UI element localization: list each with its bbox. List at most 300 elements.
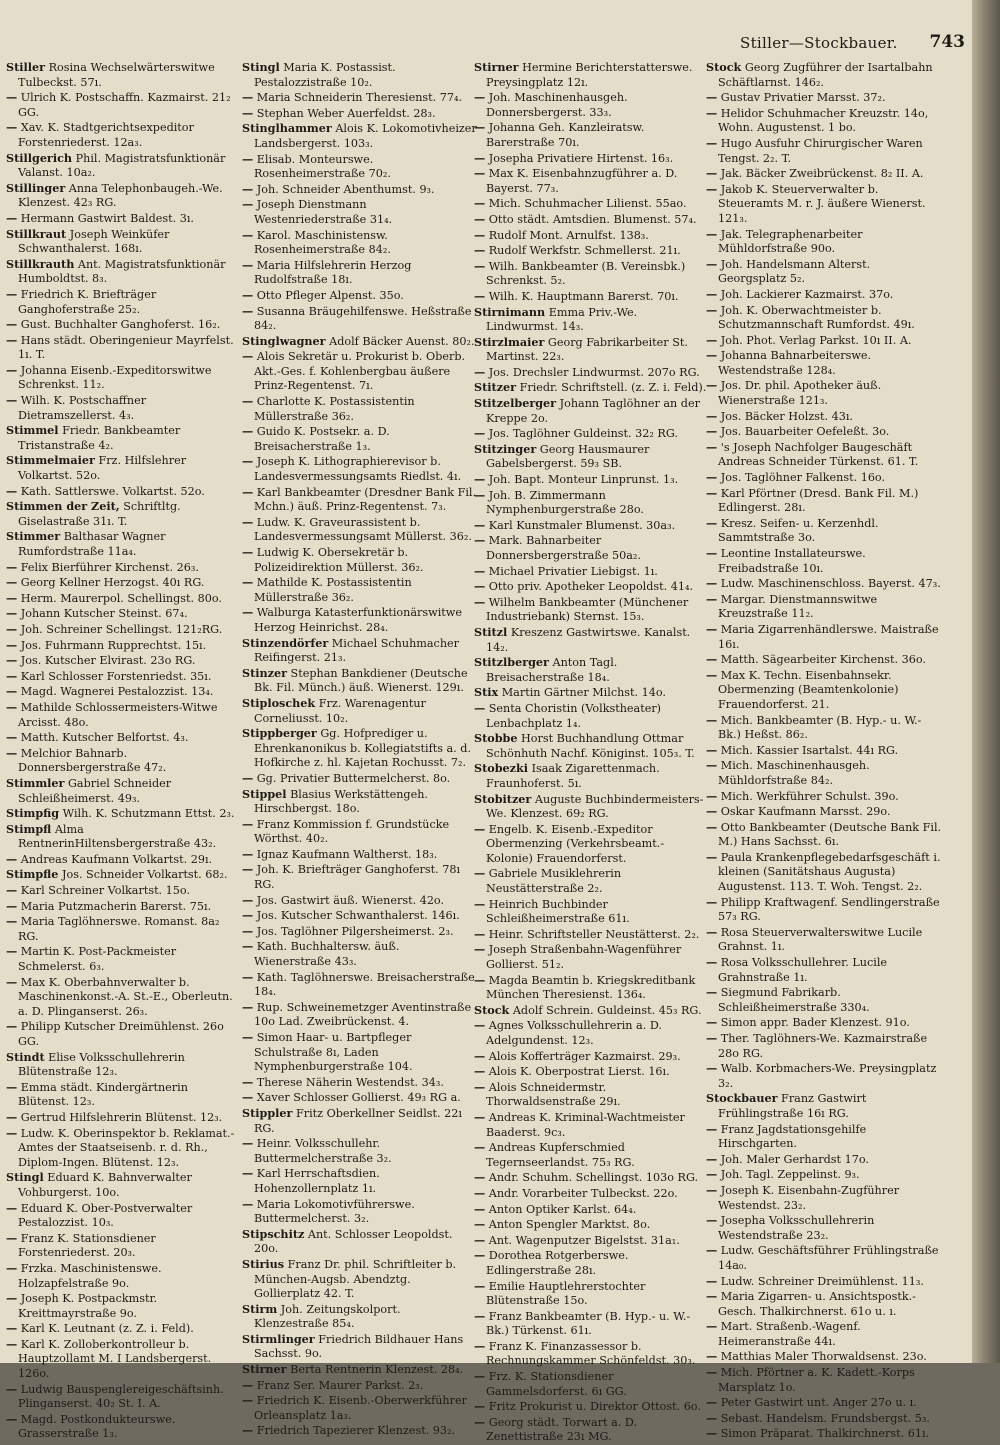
directory-entry — [6, 1261, 242, 1291]
entry-text: Joseph Weinküfer Schwanthalerst. 168ı. — [18, 227, 170, 256]
directory-entry — [706, 90, 942, 106]
entry-headword: — — [6, 1230, 18, 1245]
entry-text: Johanna Geh. Kanzleiratsw. Barerstraße 70ı. — [485, 121, 645, 149]
entry-text: Isaak Zigarettenmach. Fraunhoferst. 5ı. — [486, 762, 660, 790]
entry-text: Philipp Kraftwagenf. Sendlingerstraße 57₃ RG. — [717, 895, 940, 924]
directory-entry — [706, 546, 942, 576]
directory-entry — [474, 579, 710, 595]
directory-entry — [706, 820, 942, 850]
entry-text: Frz. Warenagentur Corneliusst. 10₂. — [254, 696, 426, 725]
entry-headword: — — [6, 1411, 18, 1426]
directory-entry — [706, 925, 942, 955]
directory-entry — [706, 136, 942, 166]
entry-headword: — — [706, 348, 718, 363]
directory-entry — [706, 486, 942, 516]
directory-entry — [242, 228, 478, 258]
entry-headword: — — [474, 166, 486, 181]
directory-entry — [6, 822, 242, 852]
directory-entry — [242, 1090, 478, 1106]
entry-text: Joh. B. Zimmermann Nymphenburgerstraße 28o. — [485, 488, 644, 517]
directory-entry — [6, 1231, 242, 1261]
entry-headword: — — [474, 1201, 486, 1216]
entry-text: Johanna Bahnarbeiterswe. Westendstraße 128₄. — [717, 349, 872, 377]
directory-entry — [706, 470, 942, 486]
entry-text: Joh. Bapt. Monteur Linprunst. 1₃. — [485, 473, 679, 487]
directory-entry — [6, 622, 242, 638]
entry-text: Otto Pfleger Alpenst. 35o. — [253, 288, 404, 302]
entry-headword: Stinglhammer — [242, 121, 332, 136]
directory-entry — [242, 60, 478, 90]
entry-text: Ant. Wagenputzer Bigelstst. 31a₁. — [485, 1233, 680, 1247]
entry-headword: — — [242, 545, 254, 559]
entry-text: Joseph K. Lithographierevisor b. Landesvermessungsamts Riedlst. 4ı. — [253, 455, 462, 484]
entry-headword: — — [6, 1260, 18, 1275]
entry-text: Anton Tagl. Breisacherstraße 18₄. — [486, 656, 618, 684]
entry-headword: — — [242, 1136, 254, 1151]
entry-headword: — — [706, 332, 718, 347]
directory-entry — [706, 1274, 942, 1290]
entry-text: Simon appr. Bader Klenzest. 91o. — [717, 1016, 910, 1030]
directory-entry — [474, 305, 710, 335]
entry-text: Jos. Taglöhner Pilgersheimerst. 2₃. — [253, 924, 454, 938]
entry-text: Guido K. Postsekr. a. D. Breisacherstraße 1₃. — [253, 425, 390, 453]
entry-text: Ant. Magistratsfunktionär Humboldtst. 8₃. — [18, 257, 226, 286]
directory-entry — [706, 1365, 942, 1395]
directory-entry — [474, 196, 710, 212]
entry-text: Joh. Maschinenhausgeh. Donnersbergerst. 33₃. — [485, 91, 628, 119]
directory-entry — [706, 985, 942, 1015]
entry-headword: — — [242, 151, 254, 166]
entry-headword: Stitzer — [474, 380, 517, 395]
entry-text: Elise Volksschullehrerin Blütenstraße 12₃. — [18, 1050, 185, 1079]
entry-headword: — — [474, 1278, 486, 1293]
directory-entry — [706, 303, 942, 333]
entry-text: Rosa Steuerverwalterswitwe Lucile Grahnst. 1ı. — [717, 925, 923, 954]
directory-entry — [474, 1309, 710, 1339]
entry-text: Alois K. Oberpostrat Lierst. 16ı. — [485, 1065, 670, 1079]
entry-text: Joh. Schreiner Schellingst. 121₂RG. — [17, 622, 223, 636]
entry-headword: — — [242, 105, 254, 120]
directory-entry — [242, 152, 478, 182]
directory-entry — [6, 746, 242, 776]
entry-headword: — — [474, 942, 486, 957]
entry-headword: — — [706, 439, 718, 454]
entry-text: Joh. Handelsmann Alterst. Georgsplatz 5₂. — [717, 257, 871, 286]
directory-entry — [474, 625, 710, 655]
entry-headword: — — [242, 287, 254, 302]
entry-text: Karl K. Zolloberkontrolleur b. Hauptzollamt M. I Landsbergerst. 126o. — [17, 1337, 212, 1381]
entry-text: Jos. Dr. phil. Apotheker äuß. Wienerstraße 121₃. — [717, 379, 882, 408]
entry-text: Max K. Oberbahnverwalter b. Maschinenkonst.-A. St.-E., Oberleutn. a. D. Plinganserst. 26₃. — [17, 975, 233, 1018]
directory-entry — [242, 1332, 478, 1362]
entry-text: Michael Schuhmacher Reifingerst. 21₃. — [254, 636, 459, 665]
directory-entry — [474, 1202, 710, 1218]
directory-entry — [474, 472, 710, 488]
entry-headword: — — [474, 533, 486, 548]
entry-headword: — — [242, 1074, 254, 1089]
directory-entry — [474, 1279, 710, 1309]
directory-entry — [6, 499, 242, 529]
directory-entry — [706, 713, 942, 743]
entry-text: Charlotte K. Postassistentin Müllerstraße 36₂. — [253, 395, 415, 423]
entry-headword: — — [474, 1338, 486, 1353]
entry-text: Otto städt. Amtsdien. Blumenst. 57₄. — [485, 212, 697, 226]
entry-headword: — — [706, 758, 718, 773]
entry-headword: — — [6, 699, 18, 714]
directory-entry — [6, 638, 242, 654]
entry-headword: — — [6, 393, 18, 408]
directory-entry — [6, 1019, 242, 1049]
entry-text: Karl Pförtner (Dresd. Bank Fil. M.) Edlingerst. 28ı. — [717, 486, 919, 515]
directory-entry — [474, 426, 710, 442]
entry-headword: Stindt — [6, 1049, 45, 1064]
directory-entry — [6, 333, 242, 363]
entry-text: Jos. Kutscher Schwanthalerst. 146ı. — [253, 909, 460, 923]
entry-text: Jos. Kutscher Elvirast. 23o RG. — [17, 654, 196, 668]
entry-headword: — — [474, 972, 486, 987]
entry-headword: Stimmel — [6, 423, 59, 438]
directory-entry — [6, 1050, 242, 1080]
entry-headword: — — [474, 1048, 486, 1063]
entry-text: Berta Rentnerin Klenzest. 28₄. — [286, 1363, 464, 1377]
entry-text: Mich. Schuhmacher Lilienst. 55ao. — [485, 197, 687, 211]
directory-entry — [6, 776, 242, 806]
entry-headword: — — [706, 1426, 718, 1441]
entry-text: Georg Zugführer der Isartalbahn Schäftlarnst. 146₂. — [718, 61, 933, 89]
entry-text: Fritz Prokurist u. Direktor Ottost. 6o. — [485, 1400, 701, 1414]
directory-entry — [706, 622, 942, 652]
directory-entry — [242, 1393, 478, 1423]
entry-text: Adolf Schrein. Guldeinst. 45₃ RG. — [509, 1003, 702, 1017]
entry-headword: Stillkraut — [6, 226, 67, 241]
entry-text: Hans städt. Oberingenieur Mayrfelst. 1ı. T. — [17, 333, 234, 362]
entry-headword: — — [474, 1308, 486, 1323]
entry-text: Agnes Volksschullehrerin a. D. Adelgundenst. 12₃. — [485, 1019, 662, 1047]
directory-entry — [242, 924, 478, 940]
entry-headword: Stimpfl — [6, 821, 52, 836]
entry-headword: — — [706, 667, 718, 682]
directory-entry — [474, 1248, 710, 1278]
entry-text: Karol. Maschinistensw. Rosenheimerstraße 84₂. — [253, 228, 391, 257]
directory-entry — [242, 424, 478, 454]
entry-headword: — — [474, 120, 486, 135]
entry-headword: — — [242, 227, 254, 242]
entry-text: Maria Taglöhnerswe. Romanst. 8a₂ RG. — [17, 915, 220, 943]
directory-entry — [474, 380, 710, 396]
entry-text: Schriftltg. Giselastraße 31ı. T. — [18, 500, 181, 528]
entry-headword: Stimmer — [6, 529, 61, 544]
entry-headword: Stinzendörfer — [242, 635, 329, 650]
entry-headword: — — [706, 788, 718, 803]
entry-text: Jos. Taglöhner Falkenst. 16o. — [717, 471, 886, 485]
entry-headword: Stillgerich — [6, 150, 73, 165]
directory-entry — [474, 564, 710, 580]
entry-text: Walburga Katasterfunktionärswitwe Herzog Heinrichst. 28₄. — [253, 606, 462, 634]
directory-entry — [242, 1106, 478, 1136]
directory-entry — [6, 1412, 242, 1442]
directory-entry — [6, 1382, 242, 1412]
directory-entry — [6, 151, 242, 181]
entry-headword: Stiller — [6, 60, 46, 74]
entry-text: Georg Hausmaurer Gabelsbergerst. 59₃ SB. — [486, 442, 650, 471]
entry-text: Mich. Maschinenhausgeh. Mühldorfstraße 84₂. — [717, 759, 870, 787]
entry-text: Therese Näherin Westendst. 34₃. — [253, 1075, 444, 1089]
entry-headword: Stock — [706, 60, 742, 74]
directory-entry — [474, 792, 710, 822]
entry-text: Mich. Bankbeamter (B. Hyp.- u. W.-Bk.) Heßst. 86₂. — [717, 713, 922, 742]
directory-entry — [474, 1186, 710, 1202]
directory-entry — [242, 605, 478, 635]
entry-text: Joh. K. Oberwachtmeister b. Schutzmannschaft Rumfordst. 49ı. — [717, 303, 915, 332]
entry-text: Anton Spengler Marktst. 8o. — [485, 1218, 651, 1232]
entry-text: Max K. Eisenbahnzugführer a. D. Bayerst. 77₃. — [485, 167, 678, 195]
entry-text: Kreszenz Gastwirtswe. Kanalst. 14₂. — [486, 625, 691, 654]
entry-text: Joseph K. Postpackmstr. Kreittmayrstraße 9o. — [17, 1292, 158, 1320]
entry-headword: — — [6, 1336, 18, 1351]
directory-entry — [6, 529, 242, 559]
directory-entry — [6, 575, 242, 591]
column-1 — [6, 60, 242, 1441]
entry-headword: — — [706, 1349, 718, 1364]
entry-headword: — — [6, 332, 18, 347]
entry-text: Matth. Sägearbeiter Kirchenst. 36o. — [717, 653, 926, 667]
column-4 — [706, 60, 942, 1441]
directory-entry — [706, 440, 942, 470]
directory-entry — [474, 151, 710, 167]
directory-entry — [6, 1170, 242, 1200]
entry-text: Margar. Dienstmannswitwe Kreuzstraße 11₂. — [717, 592, 878, 621]
entry-text: Stephan Weber Auerfeldst. 28₃. — [253, 106, 436, 120]
directory-entry — [706, 1015, 942, 1031]
entry-text: Michael Privatier Liebigst. 1ı. — [485, 564, 658, 578]
directory-entry — [242, 1166, 478, 1196]
entry-headword: — — [6, 637, 18, 652]
directory-entry — [6, 1126, 242, 1171]
directory-entry — [706, 758, 942, 788]
entry-headword: — — [6, 1381, 18, 1396]
entry-text: Franz Bankbeamter (B. Hyp.- u. W.-Bk.) Türkenst. 61ı. — [485, 1309, 691, 1338]
entry-headword: — — [706, 819, 718, 834]
directory-entry — [474, 365, 710, 381]
entry-text: Rosa Volksschullehrer. Lucile Grahnstraße 1ı. — [717, 956, 888, 984]
entry-text: Friedrich Bildhauer Hans Sachsst. 9o. — [254, 1332, 464, 1361]
directory-entry — [474, 259, 710, 289]
directory-entry — [474, 973, 710, 1003]
entry-headword: — — [706, 302, 718, 317]
entry-headword: — — [474, 866, 486, 881]
entry-headword: — — [706, 1365, 718, 1380]
entry-text: Adolf Bäcker Auenst. 80₂. — [325, 334, 475, 348]
directory-entry — [706, 106, 942, 136]
directory-entry — [474, 1369, 710, 1399]
entry-text: Magd. Wagnerei Pestalozzist. 13₄. — [17, 685, 214, 699]
entry-text: Xav. K. Stadtgerichtsexpeditor Forstenriederst. 12a₃. — [17, 121, 194, 149]
book-spine — [972, 0, 1000, 1363]
entry-text: Jakob K. Steuerverwalter b. Steueramts M. r. J. äußere Wienerst. 121₃. — [717, 182, 926, 225]
directory-entry — [242, 182, 478, 198]
entry-headword: — — [706, 652, 718, 667]
directory-entry — [242, 90, 478, 106]
directory-entry — [474, 488, 710, 518]
entry-headword: — — [706, 135, 718, 150]
entry-text: Frz. K. Stationsdiener Gammelsdorferst. 6ı GG. — [485, 1370, 627, 1398]
entry-headword: — — [242, 862, 254, 877]
entry-text: Emilie Hauptlehrerstochter Blütenstraße 15o. — [485, 1279, 646, 1308]
entry-text: Gabriel Schneider Schleißheimerst. 49₃. — [18, 776, 172, 805]
entry-headword: Stimmler — [6, 775, 65, 790]
entry-headword: — — [242, 999, 254, 1014]
entry-text: Mart. Straßenb.-Wagenf. Heimeranstraße 44ı. — [717, 1320, 861, 1348]
directory-entry — [242, 939, 478, 969]
entry-text: Frzka. Maschinistenswe. Holzapfelstraße 9o. — [17, 1261, 162, 1290]
directory-entry — [474, 1217, 710, 1233]
directory-entry — [6, 90, 242, 120]
entry-headword: — — [474, 1018, 486, 1033]
entry-text: Franz K. Finanzassessor b. Rechnungskammer Schönfeldst. 30₃. — [485, 1339, 696, 1368]
directory-entry — [242, 1378, 478, 1394]
entry-headword: Stockbauer — [706, 1091, 778, 1106]
directory-entry — [6, 944, 242, 974]
directory-entry — [242, 197, 478, 227]
directory-entry — [6, 867, 242, 883]
directory-entry — [242, 787, 478, 817]
directory-entry — [474, 1415, 710, 1445]
directory-entry — [706, 1319, 942, 1349]
entry-text: Ludw. Schreiner Dreimühlenst. 11₃. — [717, 1274, 924, 1288]
directory-entry — [706, 743, 942, 759]
directory-entry — [6, 1201, 242, 1231]
entry-text: Franz K. Stationsdiener Forstenriederst. 20₃. — [17, 1231, 156, 1260]
entry-headword: Stillinger — [6, 180, 66, 195]
entry-headword: — — [6, 974, 18, 989]
directory-entry — [706, 789, 942, 805]
entry-headword: — — [706, 485, 718, 500]
directory-entry — [474, 866, 710, 896]
entry-headword: — — [242, 575, 254, 590]
entry-headword: — — [706, 378, 718, 393]
entry-text: Franz Jagdstationsgehilfe Hirschgarten. — [717, 1122, 867, 1151]
directory-entry — [706, 1289, 942, 1319]
directory-entry — [474, 396, 710, 426]
entry-text: Ludw. Maschinenschloss. Bayerst. 47₃. — [717, 577, 941, 591]
entry-headword: — — [6, 1109, 18, 1124]
entry-headword: — — [242, 1377, 254, 1392]
entry-text: Georg Kellner Herzogst. 40ı RG. — [17, 576, 205, 590]
entry-text: Kath. Sattlerswe. Volkartst. 52o. — [17, 484, 205, 498]
entry-text: Jak. Telegraphenarbeiter Mühldorfstraße 90o. — [717, 227, 863, 256]
entry-text: Heinr. Schriftsteller Neustätterst. 2₂. — [485, 927, 700, 941]
entry-headword: — — [242, 1196, 254, 1211]
page-number: 743 — [929, 32, 965, 52]
entry-text: Andreas K. Kriminal-Wachtmeister Baaderst. 9c₃. — [485, 1110, 685, 1139]
entry-headword: — — [706, 470, 718, 485]
entry-text: Joh. Lackierer Kazmairst. 37o. — [717, 287, 894, 301]
entry-text: 's Joseph Nachfolger Baugeschäft Andreas Schneider Türkenst. 61. T. — [717, 440, 919, 469]
entry-headword: — — [242, 257, 254, 272]
directory-entry — [474, 212, 710, 228]
directory-entry — [242, 121, 478, 151]
entry-headword: — — [706, 226, 718, 241]
entry-text: Eduard K. Ober-Postverwalter Pestalozzist. 10₃. — [17, 1201, 193, 1230]
entry-headword: — — [6, 606, 18, 621]
directory-entry — [706, 1349, 942, 1365]
entry-text: Jos. Bauarbeiter Oefeleßt. 3o. — [717, 425, 890, 439]
header-range: Stiller—Stockbauer. — [740, 34, 898, 52]
entry-text: Josepha Volksschullehrerin Westendstraße 23₂. — [717, 1214, 875, 1242]
entry-text: Alma RentnerinHiltensbergerstraße 43₂. — [18, 822, 217, 851]
directory-entry — [6, 484, 242, 500]
entry-headword: — — [474, 821, 486, 836]
entry-headword: — — [242, 969, 254, 984]
directory-entry — [706, 333, 942, 349]
entry-text: Maria K. Postassist. Pestalozzistraße 10₂. — [254, 61, 396, 89]
directory-entry — [6, 257, 242, 287]
directory-entry — [242, 515, 478, 545]
entry-text: Ludw. K. Graveurassistent b. Landesvermessungsamt Müllerst. 36₂. — [253, 515, 472, 544]
entry-headword: — — [474, 1414, 486, 1429]
entry-headword: — — [242, 892, 254, 907]
directory-entry — [6, 363, 242, 393]
directory-entry — [706, 1061, 942, 1091]
entry-text: Karl Herrschaftsdien. Hohenzollernplatz 1ı. — [253, 1167, 380, 1195]
entry-headword: — — [706, 1167, 718, 1182]
directory-entry — [6, 287, 242, 317]
directory-entry — [6, 975, 242, 1020]
entry-headword: — — [242, 939, 254, 954]
directory-entry — [6, 591, 242, 607]
directory-entry — [242, 349, 478, 394]
directory-entry — [474, 1064, 710, 1080]
entry-text: Jos. Gastwirt äuß. Wienerst. 42o. — [253, 893, 445, 907]
entry-text: Ther. Taglöhners-We. Kazmairstraße 28o RG. — [717, 1032, 928, 1060]
entry-headword: — — [474, 1232, 486, 1247]
directory-entry — [242, 847, 478, 863]
entry-text: Jos. Bäcker Holzst. 43ı. — [717, 409, 853, 423]
entry-text: Martin K. Post-Packmeister Schmelerst. 6₃. — [17, 945, 177, 974]
directory-entry — [6, 1291, 242, 1321]
directory-entry — [474, 761, 710, 791]
entry-headword: Stirner — [474, 60, 519, 74]
entry-headword: — — [474, 1170, 486, 1185]
directory-entry — [474, 60, 710, 90]
directory-entry — [6, 393, 242, 423]
directory-entry — [242, 1362, 478, 1378]
entry-headword: — — [242, 90, 254, 105]
directory-entry — [242, 1227, 478, 1257]
directory-entry — [242, 304, 478, 334]
directory-entry — [242, 1136, 478, 1166]
directory-entry — [706, 592, 942, 622]
entry-headword: — — [6, 590, 18, 605]
entry-text: Otto Bankbeamter (Deutsche Bank Fil. M.) Hans Sachsst. 6ı. — [717, 820, 942, 849]
entry-text: Franz Ser. Maurer Parkst. 2₃. — [253, 1378, 424, 1392]
entry-text: Hermine Berichterstatterswe. Preysingplatz 12ı. — [486, 61, 693, 89]
entry-headword: — — [706, 1289, 718, 1304]
directory-entry — [706, 1411, 942, 1427]
entry-text: Maria Zigarren- u. Ansichtspostk.-Gesch. Thalkirchnerst. 61o u. ı. — [717, 1290, 916, 1318]
directory-entry — [6, 181, 242, 211]
entry-headword: — — [706, 166, 718, 181]
entry-text: Karl Kunstmaler Blumenst. 30a₃. — [485, 518, 676, 532]
directory-entry — [242, 545, 478, 575]
directory-entry — [6, 899, 242, 915]
entry-headword: — — [706, 256, 718, 271]
directory-entry — [474, 685, 710, 701]
entry-text: Mathilde K. Postassistentin Müllerstraße 36₂. — [253, 576, 412, 604]
entry-headword: Stimmen der Zeit, — [6, 499, 120, 514]
directory-entry — [6, 1080, 242, 1110]
entry-text: Jos. Drechsler Lindwurmst. 207o RG. — [485, 365, 700, 379]
